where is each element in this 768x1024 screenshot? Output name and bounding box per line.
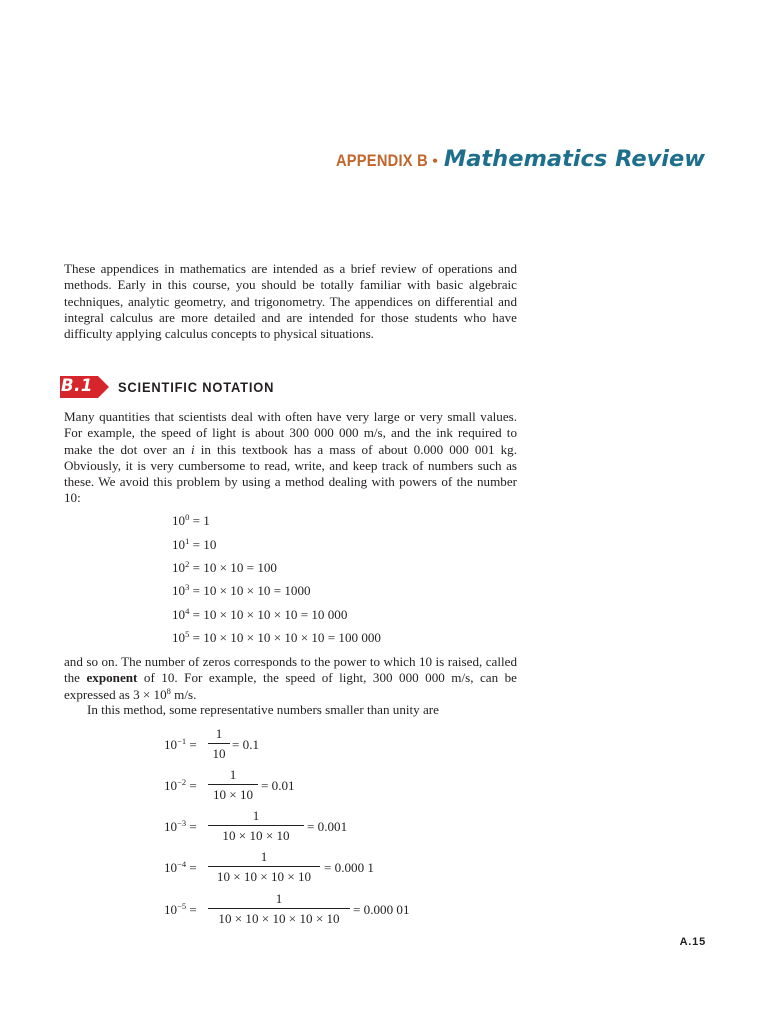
header-separator: • bbox=[432, 153, 438, 170]
page-title: Mathematics Review bbox=[443, 146, 705, 172]
fraction-result: = 0.001 bbox=[307, 819, 348, 834]
page-header bbox=[0, 146, 705, 182]
fraction-denominator: 10 × 10 × 10 × 10 bbox=[216, 869, 312, 884]
p1-text-a: Many quantities that scientists deal with often have very large or very small values. For example, the speed of light is about 300 000 000 m/s, and the ink required to make the dot over an bbox=[64, 409, 517, 457]
section-badge bbox=[60, 375, 110, 399]
body-paragraph-3: In this method, some representative numbers smaller than unity are bbox=[87, 702, 439, 717]
fraction-result: = 0.01 bbox=[261, 778, 295, 793]
fraction-bar bbox=[208, 866, 320, 867]
fraction-bar bbox=[208, 784, 258, 785]
fraction-result: = 0.1 bbox=[232, 737, 260, 752]
fraction-result: = 0.000 01 bbox=[353, 902, 410, 917]
fraction-lhs: $10^{-3}$ = bbox=[164, 818, 197, 834]
fraction-lhs: $10^{-5}$ = bbox=[164, 901, 197, 917]
page-number: A.15 bbox=[679, 936, 706, 948]
section-number: B.1 bbox=[61, 376, 93, 395]
fraction-result: = 0.000 1 bbox=[324, 860, 374, 875]
intro-paragraph: These appendices in mathematics are intended as a brief review of operations and methods. Early in this course, you should be totally familiar with basic algebraic techniques, analytic geometry, and trigonometry. The appendices on differential and integral calculus are more detailed and are intended for those students who have difficulty applying calculus concepts to physical situations. bbox=[64, 261, 517, 342]
power-equation: $10^5 = 10 \times 10 \times 10 \times 10 \times 10 = 100$ 000 bbox=[172, 629, 381, 645]
term-exponent: exponent bbox=[86, 670, 138, 686]
power-equation: $10^0 = 1$ bbox=[172, 512, 210, 528]
power-equation: $10^3 = 10 \times 10 \times 10 = 1000$ bbox=[172, 582, 311, 598]
power-equation: $10^1 = 10$ bbox=[172, 536, 217, 552]
fraction-denominator: 10 bbox=[212, 746, 226, 761]
fraction-bar bbox=[208, 743, 230, 744]
fraction-denominator: 10 × 10 × 10 × 10 × 10 bbox=[218, 911, 340, 926]
fraction-bar bbox=[208, 908, 350, 909]
p1-text-b: in this textbook has a mass of about 0.000 000 001 kg. Obviously, it is very cumbersome to read, write, and keep track of numbers such as these. We avoid this problem by using a method dealing with powers of the number 10: bbox=[64, 441, 517, 506]
fraction-denominator: 10 × 10 × 10 bbox=[222, 828, 290, 843]
body-paragraph-1 bbox=[64, 409, 517, 507]
fraction-lhs: $10^{-2}$ = bbox=[164, 777, 197, 793]
body-paragraph-2: and so on. The number of zeros corresponds to the power to which 10 is raised, called the exponent of 10. For example, the speed of light, 300 000 000 m/s, can be expressed as $3 \times 10^8$ m/s. bbox=[64, 654, 517, 702]
section-title: SCIENTIFIC NOTATION bbox=[118, 379, 275, 395]
power-equation: $10^4 = 10 \times 10 \times 10 \times 10 = 10$ 000 bbox=[172, 606, 348, 622]
fraction-lhs: $10^{-1}$ = bbox=[164, 736, 197, 752]
fraction-lhs: $10^{-4}$ = bbox=[164, 859, 197, 875]
power-equation: $10^2 = 10 \times 10 = 100$ bbox=[172, 559, 277, 575]
fraction-numerator: 1 bbox=[252, 808, 260, 823]
fraction-numerator: 1 bbox=[215, 726, 223, 741]
appendix-label: APPENDIX B bbox=[336, 151, 429, 170]
fraction-numerator: 1 bbox=[229, 767, 237, 782]
fraction-denominator: 10 × 10 bbox=[212, 787, 254, 802]
fraction-bar bbox=[208, 825, 304, 826]
fraction-numerator: 1 bbox=[275, 891, 283, 906]
fraction-numerator: 1 bbox=[260, 849, 268, 864]
p1-italic-i: i bbox=[191, 441, 195, 457]
